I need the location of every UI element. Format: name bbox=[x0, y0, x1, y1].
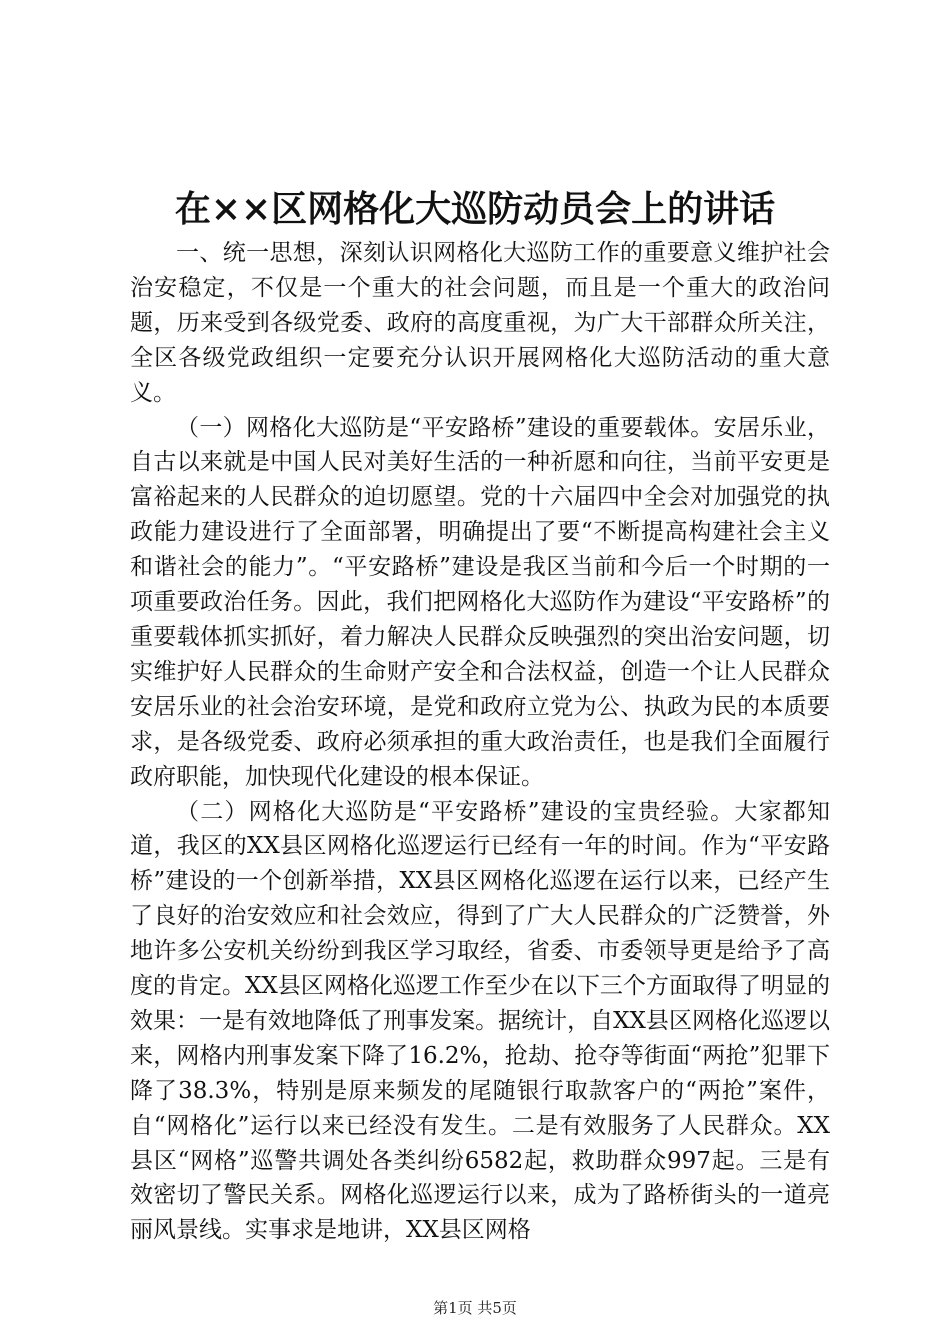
paragraph: （二）网格化大巡防是“平安路桥”建设的宝贵经验。大家都知道，我区的XX县区网格化巡逻运行已经有一年的时间。作为“平安路桥”建设的一个创新举措，XX县区网格化巡逻在运行以来，已经产生了良好的治安效应和社会效应，得到了广大人民群众的广泛赞誉，外地许多公安机关纷纷到我区学习取经，省委、市委领导更是给予了高度的肯定。XX县区网格化巡逻工作至少在以下三个方面取得了明显的效果：一是有效地降低了刑事发案。据统计，自XX县区网格化巡逻以来，网格内刑事发案下降了16.2%，抢劫、抢夺等街面“两抢”犯罪下降了38.3%，特别是原来频发的尾随银行取款客户的“两抢”案件，自“网格化”运行以来已经没有发生。二是有效服务了人民群众。XX县区“网格”巡警共调处各类纠纷6582起，救助群众997起。三是有效密切了警民关系。网格化巡逻运行以来，成为了路桥街头的一道亮丽风景线。实事求是地讲，XX县区网格 bbox=[130, 798, 830, 1244]
paragraph: 一、统一思想，深刻认识网格化大巡防工作的重要意义维护社会治安稳定，不仅是一个重大的社会问题，而且是一个重大的政治问题，历来受到各级党委、政府的高度重视，为广大干部群众所关注，全区各级党政组织一定要充分认识开展网格化大巡防活动的重大意义。 bbox=[130, 240, 830, 406]
page-footer: 第1页 共5页 bbox=[433, 1299, 517, 1317]
document-title: 在××区网格化大巡防动员会上的讲话 bbox=[174, 188, 776, 230]
paragraph: （一）网格化大巡防是“平安路桥”建设的重要载体。安居乐业，自古以来就是中国人民对美好生活的一种祈愿和向往，当前平安更是富裕起来的人民群众的迫切愿望。党的十六届四中全会对加强党的执政能力建设进行了全面部署，明确提出了要“不断提高构建社会主义和谐社会的能力”。“平安路桥”建设是我区当前和今后一个时期的一项重要政治任务。因此，我们把网格化大巡防作为建设“平安路桥”的重要载体抓实抓好，着力解决人民群众反映强烈的突出治安问题，切实维护好人民群众的生命财产安全和合法权益，创造一个让人民群众安居乐业的社会治安环境，是党和政府立党为公、执政为民的本质要求，是各级党委、政府必须承担的重大政治责任，也是我们全面履行政府职能，加快现代化建设的根本保证。 bbox=[130, 414, 830, 790]
document-body bbox=[130, 236, 830, 1248]
